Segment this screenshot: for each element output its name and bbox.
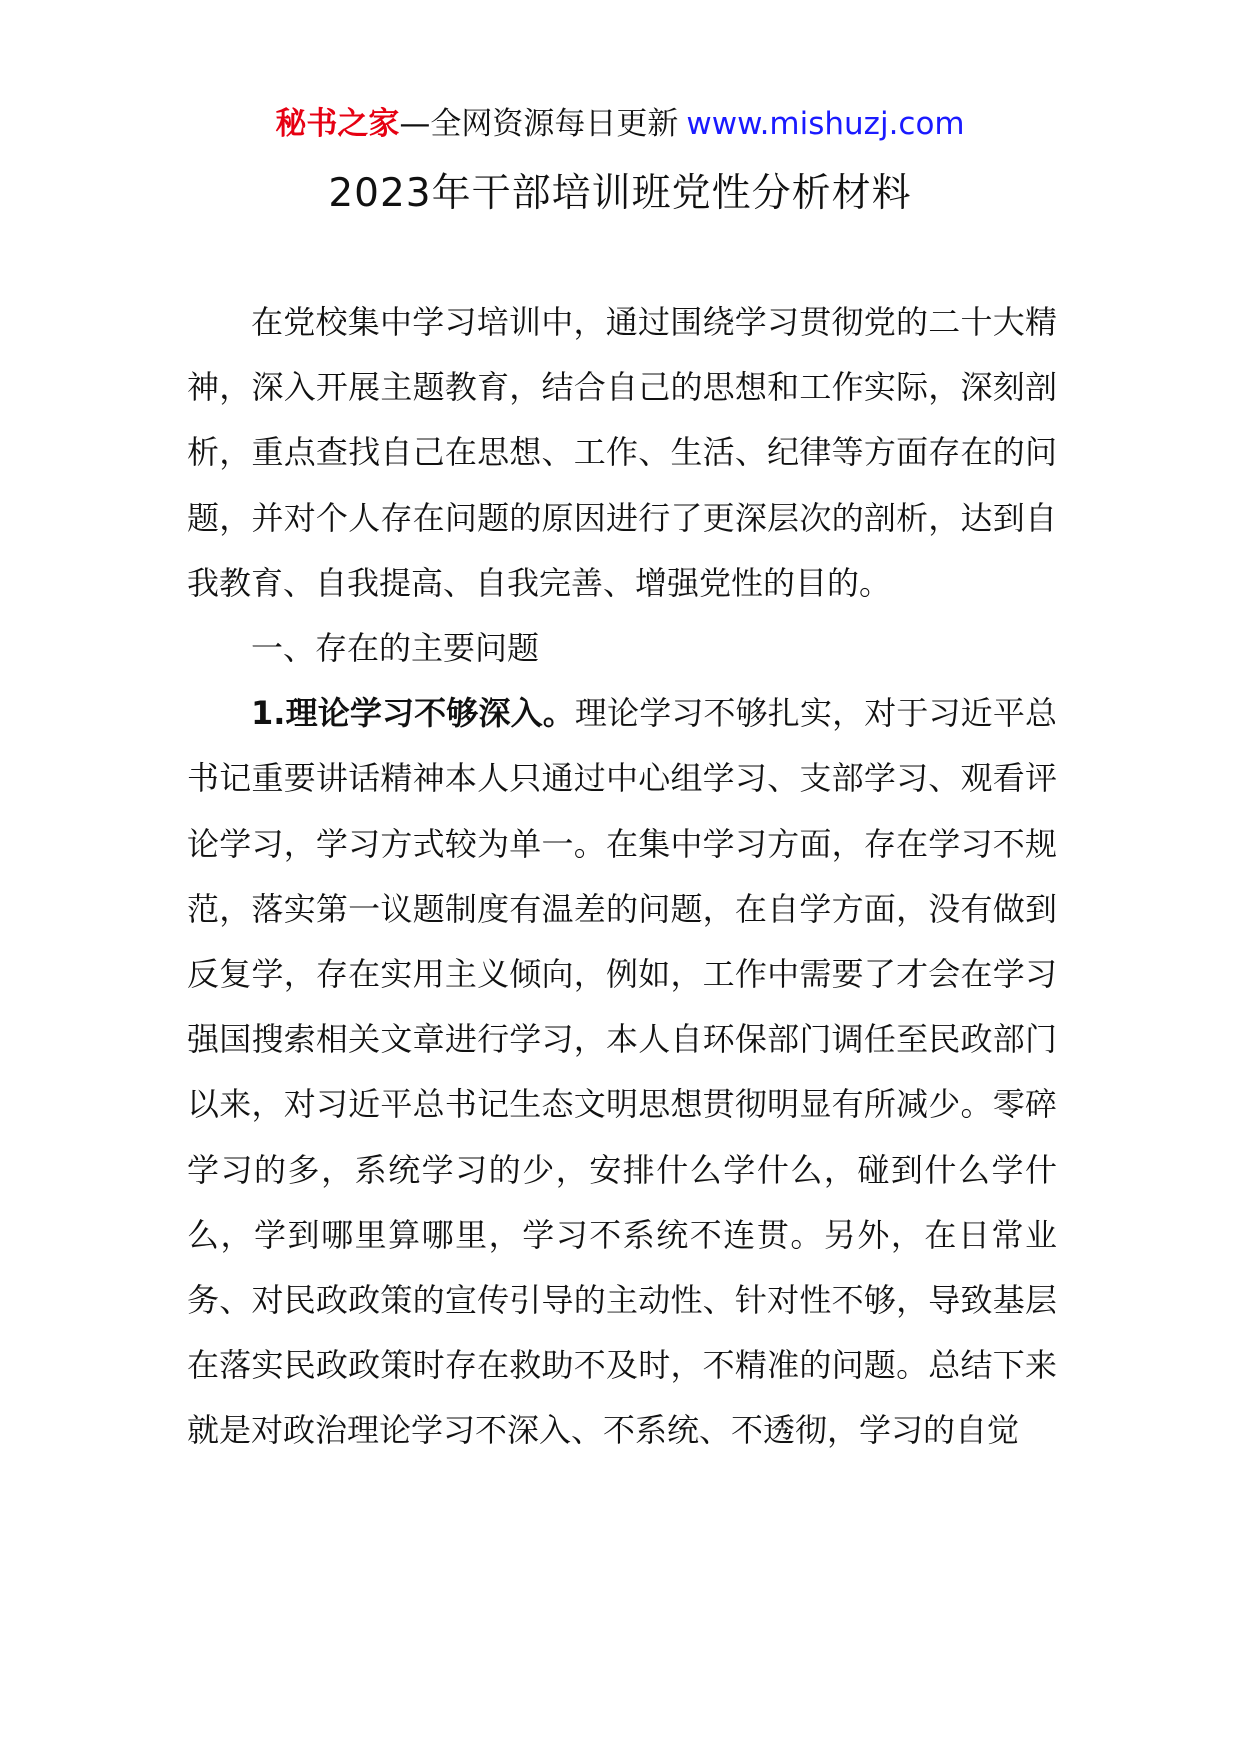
section-heading: 一、存在的主要问题 <box>251 629 540 668</box>
intro-paragraph: 在党校集中学习培训中，通过围绕学习贯彻党的二十大精神，深入开展主题教育，结合自己的思想和工作实际，深刻剖析，重点查找自己在思想、工作、生活、纪律等方面存在的问题，并对个人存在问题的原因进行了更深层次的剖析，达到自我教育、自我提高、自我完善、增强党性的目的。 <box>187 303 1057 602</box>
document-body <box>187 290 1057 1464</box>
site-url-link[interactable]: www.mishuzj.com <box>686 106 965 142</box>
site-header <box>0 102 1240 146</box>
document-title: 2023年干部培训班党性分析材料 <box>328 171 912 216</box>
point-paragraph <box>187 681 1057 1463</box>
header-slogan: —全网资源每日更新 <box>399 106 679 142</box>
brand-name: 秘书之家 <box>275 106 400 142</box>
point-body: 理论学习不够扎实，对于习近平总书记重要讲话精神本人只通过中心组学习、支部学习、观看评论学习，学习方式较为单一。在集中学习方面，存在学习不规范，落实第一议题制度有温差的问题，在自学方面，没有做到反复学，存在实用主义倾向，例如，工作中需要了才会在学习强国搜索相关文章进行学习，本人自环保部门调任至民政部门以来，对习近平总书记生态文明思想贯彻明显有所减少。零碎学习的多，系统学习的少，安排什么学什么，碰到什么学什么，学到哪里算哪里，学习不系统不连贯。另外，在日常业务、对民政政策的宣传引导的主动性、针对性不够，导致基层在落实民政政策时存在救助不及时，不精准的问题。总结下来就是对政治理论学习不深入、不系统、不透彻，学习的自觉 <box>187 694 1057 1450</box>
point-lead: 1.理论学习不够深入。 <box>251 694 575 733</box>
